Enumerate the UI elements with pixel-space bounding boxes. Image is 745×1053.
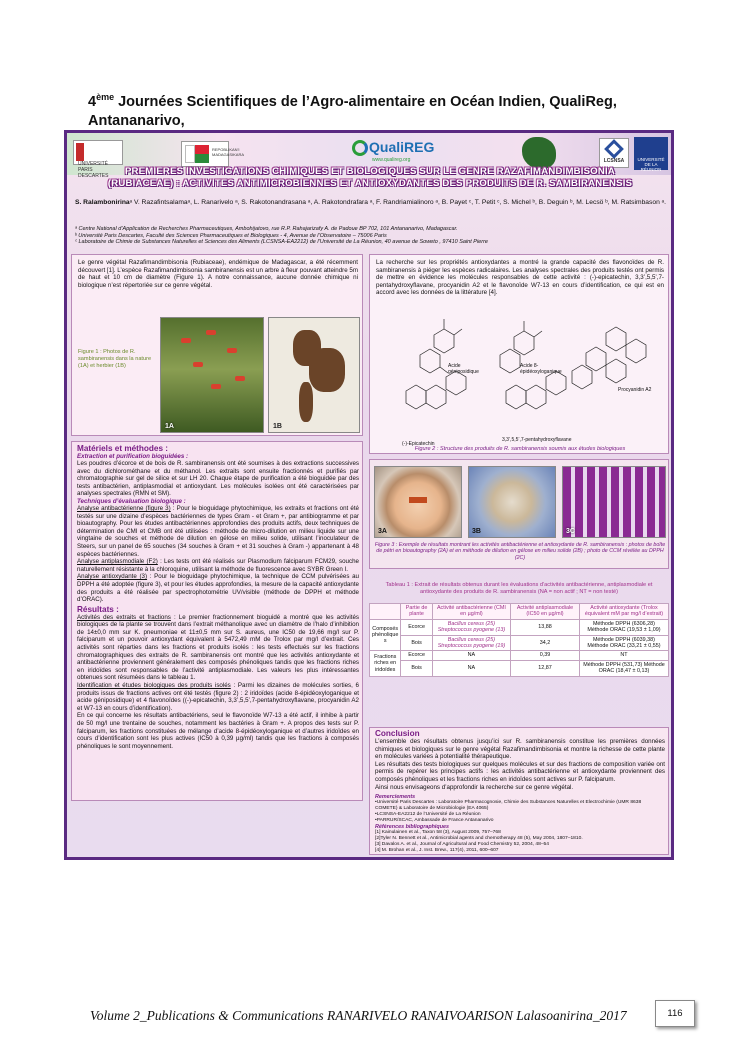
list-item: [4] M. Brohan et al., J. Inst. Brew., 117(4), 2011, 600–607 bbox=[375, 847, 499, 853]
results-identification-text: Identification et études biologiques des produits isolés : Parmi les dizaines de molécules sorties, 6 produits issus de fractions actives ont été testés (figure 2) : 2 iridoïdes (acide 8-épidéoxyloganique et acide géniposidique) et 4 flavonoïdes ((-)-epicatechin, 3,3’,5,5’,7-pentahydroxyflavane, procyanidin A2 et W7-13 en cours d’identification). bbox=[77, 682, 359, 712]
univ-reunion-logo: UNIVERSITÉ DE LA RÉUNION bbox=[634, 137, 668, 170]
molecule-label: Acide géniposidique bbox=[448, 363, 479, 375]
list-item: •PARRUR/SCAC, Ambassade de France Antananarivo bbox=[375, 817, 494, 823]
poster bbox=[64, 130, 674, 860]
tlc-plate-photo-3c: 3C bbox=[562, 466, 666, 538]
intro-panel bbox=[71, 254, 363, 436]
methods-results-panel bbox=[71, 441, 363, 801]
list-item: [2]Tyler N. Bennett et al., Antimicrobial agents and chemotherapy 48 (5), May 2004, 1807–1810. bbox=[375, 835, 583, 841]
thanks-list bbox=[375, 800, 665, 824]
univ-paris-logo: UNIVERSITÉ PARIS DESCARTES bbox=[73, 140, 123, 165]
page-number: 116 bbox=[655, 1000, 695, 1027]
affiliations: ᵃ Centre National d’Application de Recherches Pharmaceutiques, Ambohijatovo, rue R.P. Rahajarizafy A. de Padoue BP 702, 101 Antananarivo, Madagascar. ᵇ Université Paris Descartes, Faculté des Sciences Pharmaceutiques et Biologiques - 4, Avenue de l’Observatoire – 75006 Paris ᶜ Laboratoire de Chimie de Substances Naturelles et Sciences des Aliments (LCSNSA-EA2212) de l’Université de La Réunion, 40 avenue de Soweto , 97410 Saint Pierre bbox=[75, 226, 488, 245]
madagascar-logo: REPOBLIKAN'I MADAGASIKARA bbox=[181, 141, 229, 167]
assay-photos-panel bbox=[369, 459, 669, 569]
methods-subtitle-extraction: Extraction et purification bioguidées : bbox=[77, 453, 189, 460]
header-ordinal: 4 bbox=[88, 93, 97, 110]
references-list bbox=[375, 830, 665, 854]
header-line1: Journées Scientifiques de l’Agro-alimentaire en Océan Indien, QualiReg, Antananarivo, bbox=[88, 93, 617, 129]
herbarium-photo: 1B bbox=[268, 317, 360, 433]
petri-dish-photo-3a: 3A bbox=[374, 466, 462, 538]
page-footer: Volume 2_Publications & Communications RANARIVELO RANAIVOARISON Lalasoanirina_2017 bbox=[90, 1008, 627, 1023]
conclusion-text-2: Les résultats des tests biologiques sur quelques molécules et sur des fractions de composition variée ont permis de repérer les principes actifs : les activités antibactérienne et antioxydante proviennent des composés phénoliques et les fractions riches en iridoïdes sont actives sur P. falciparum. bbox=[375, 760, 665, 783]
flag-icon bbox=[185, 145, 195, 163]
flavonoid-text: La recherche sur les propriétés antioxydantes a montré la grande capacité des flavonoïdes de R. sambiranensis à piéger les espèces radicalaires. Les analyses spectrales des produits testés ont permis de mettre en évidence les molécules responsables de cette activité : (-)-epicatechin, 3,3’,5,5’,7-pentahydroxyflavane, procyanidin A2 et le flavonoïde W7-13 en cours d’identification, ce qui est en accord avec les données de la littérature [4]. bbox=[376, 259, 664, 297]
results-title: Résultats : bbox=[77, 604, 119, 614]
qualireg-swirl-icon bbox=[352, 140, 368, 156]
conclusion-text-1: L’ensemble des résultats obtenus jusqu’ici sur R. sambiranensis constitue les premières données chimiques et biologiques sur le genre végétal Razafimandimbisonia et montre la richesse de cette plante en molécules variées à potentialité thérapeutique. bbox=[375, 738, 665, 761]
methods-antiplasmodial-text: Analyse antiplasmodiale (F2) : Les tests ont été réalisés sur Plasmodium falciparum FCM29, souche naturellement résistante à la chloroquine, utilisant la méthode de fluorescence avec SYBR Green I. bbox=[77, 558, 359, 573]
figure3-caption: Figure 3 : Exemple de résultats montrant les activités antibactérienne et antioxydante de R. sambiranensis : photos de boîte de pétri en bioautography (2A) et en méthode de dilution en gélose en milieu solide (2B) ; photo de CCM révélée au DPPH (2C) bbox=[374, 542, 666, 561]
figure2-caption: Figure 2 : Structure des produits de R. sambiranensis soumis aux études biologiques bbox=[414, 446, 626, 452]
conclusion-title: Conclusion bbox=[375, 729, 420, 738]
table-row: Bois NA 12,87 Méthode DPPH (531,73) Méthode ORAC (18,47 ± 0,13) bbox=[370, 660, 669, 676]
molecule-label: Procyanidin A2 bbox=[618, 387, 652, 393]
header-ordinal-sup: ème bbox=[96, 92, 115, 102]
results-table bbox=[369, 603, 669, 677]
petri-dish-photo-3b: 3B bbox=[468, 466, 556, 538]
flavonoid-panel bbox=[369, 254, 669, 454]
molecule-label: 3,3’,5,5’,7-pentahydroxyflavane bbox=[502, 437, 572, 443]
methods-title: Matériels et méthodes : bbox=[77, 444, 168, 453]
methods-antioxidant-text: Analyse antioxydante (3) : Pour le bioguidage phytochimique, la technique de CCM pulvérisées au DPPH a été adoptée (figure 3), et pour les études approfondies, la mesure de la capacité antioxydante des produits a été réalisée par spectrophotométrie UV/visible (méthode de DPPH et méthode d’ORAC). bbox=[77, 573, 359, 604]
references-title: Références bibliographiques bbox=[375, 823, 449, 830]
intro-text: Le genre végétal Razafimandimbisonia (Rubiaceae), endémique de Madagascar, a été récemment découvert [1]. L’espèce Razafimandimbisonia sambiranensis est un arbre à fleur pouvant atteindre 5m de haut et 10 cm de diamètre (Figure 1). A notre connaissance, aucune donnée chimique ni biologique n’est répertoriée sur ce genre végétal. bbox=[78, 259, 358, 289]
list-item: •LCSNSA-EA2212 de l’Université de La Réunion bbox=[375, 811, 481, 817]
lcsna-logo: LCSNSA bbox=[599, 138, 629, 168]
results-extracts-text: Activités des extraits et fractions : Le premier fractionnement bioguidé a montré que les activités biologiques de la plante se trouvent dans l’extrait méthanolique avec un diamètre de l’halo d’inhibition de 14±0,0 mm sur K. pneumoniae et 11±0,5 mm sur S. aureus, une IC50 de 19,66 mg/l sur P. falciparum et un pouvoir antioxydant équivalent à 5472,49 mM de Trolox par mg/l d’extrait. Ces activités sont réparties dans les fractions et produits isolés : les tests effectués sur les fractions chromatographiques des extraits de R. sambiranensis ont montré que les activités antioxydante et antibactérienne proviennent généralement des composés phénoliques tandis que les fractions riches en iridoïdes sont responsables de l’activité antiplasmodiale. Les valeurs les plus intéressantes obtenues sont résumées dans le tableau 1. bbox=[77, 613, 359, 682]
qualireg-logo: QualiREG www.qualireg.org bbox=[352, 138, 418, 168]
molecule-label: Acide 8-épidéoxyloganique bbox=[520, 363, 562, 375]
thanks-title: Remerciements bbox=[375, 794, 416, 801]
list-item: [1] Kainulainen et al., Taxon 58 (3), August 2009, 757–768 bbox=[375, 829, 501, 835]
methods-subtitle-evaluation: Techniques d’évaluation biologique : bbox=[77, 497, 186, 505]
molecule-label: (-)-Epicatechin bbox=[402, 441, 435, 447]
methods-extraction-text: Les poudres d’écorce et de bois de R. sambiranensis ont été soumises à des extractions successives avec du dichlorométhane et du méthanol. Les extraits sont ensuite fractionnés et purifiés par chromatographie sur gel de silice et sur LH 20. Chaque étape de purification a été bioguidée par des tests antibactérien, antiplasmodial et antioxydant. Les molécules isolées ont été caractérisées par analyses spectrales (RMN et SM). bbox=[77, 460, 359, 498]
table-row: Bois Bacillus cereus (25) Streptococcus pyogene (19) 34,2 Méthode DPPH (6039,38) Méthode ORAC (33,21 ± 0,55) bbox=[370, 635, 669, 651]
authors: S. Ralambonirinaᵃ V. Razafintsalamaᵃ, L. Ranarivelo ᵃ, S. Rakotonandrasana ᵃ, A. Rakotondrafara ᵃ, F. Randriamialinoro ᵃ, B. Payet ᶜ, T. Petit ᶜ, S. Michel ᵇ, B. Deguin ᵇ, M. Lecsö ᵇ, M. Ratsimbason ᵃ. bbox=[75, 199, 666, 206]
figure1-caption: Figure 1 : Photos de R. sambiranensis dans la nature (1A) et herbier (1B) bbox=[78, 349, 152, 369]
plant-photo: 1A bbox=[160, 317, 264, 433]
results-antibacterial-text: En ce qui concerne les résultats antibactériens, seul le flavonoïde W7-13 a été actif, il inhibe à partir de 50 mg/l une trentaine de souches, notamment les bactéries à Gram +. A propos des tests sur P. falciparum, les fractions constituées de mélange d’acide 8-épidéoxyloganique et d’autres iridoïdes en cours d’identification sont les plus actives (IC50 à 0,39 µg/ml) tandis que les fractions à composés phénoliques le sont moyennement. bbox=[77, 712, 359, 750]
list-item: [3] Davalos A. et al., Journal of Agricultural and Food Chemistry 52, 2004, 48–54 bbox=[375, 841, 549, 847]
table-row: Fractions riches en iridoïdes Ecorce NA 0,39 NT bbox=[370, 651, 669, 660]
lcsna-diamond-icon bbox=[604, 139, 624, 159]
table1-caption: Tableau 1 : Extrait de résultats obtenus durant les évaluations d’activités antibactérienne, antiplasmodiale et antioxydante des produits de R. sambiranensis (NA = non actif ; NT = non testé) bbox=[385, 582, 653, 595]
table-header-row: Partie de plante Activité antibactérienne (CMI en µg/ml) Activité antiplasmodiale (IC50 en µg/ml) Activité antioxydante (Trolox équivalent mM par mg/l d’extrait) bbox=[370, 604, 669, 620]
poster-title: PREMIERES INVESTIGATIONS CHIMIQUES ET BIOLOGIQUES SUR LE GENRE RAZAFIMANDIMBISONIA (RUBIACEAE) : ACTIVITES ANTIMICROBIENNES ET ANTIOXYDANTES DES PRODUITS DE R. SAMBIRANENSIS bbox=[107, 166, 633, 189]
methods-antibacterial-text: Analyse antibactérienne (figure 3) : Pour le bioguidage phytochimique, les extraits et fractions ont été testés sur une dizaine d’espèces bactériennes de types Gram - et Gram +, par antibiogramme et par bioautography. Pour les études antibactériennes approfondies des produits actifs, deux techniques de détermination de CMI et CMB ont été utilisées : méthode de micro-dilution en milieu liquide sur une vingtaine de souches et méthode de dilution en gélose en milieu solide, utilisant l’inoculateur de Steers, sur un panel de 65 souches (34 souches à Gram + et 31 souches à Gram -) appartenant à 48 espèces bactériennes. bbox=[77, 504, 359, 558]
univ-paris-emblem-icon bbox=[76, 143, 84, 161]
list-item: •Université Paris Descartes : Laboratoire Pharmacognosie, Chimie des Substances Naturelles et Electrochimie (UMR 8638 COMETE) & Laboratoire de Microbiologie (EA 4065) bbox=[375, 800, 642, 812]
conclusion-text-3: Ainsi nous envisageons d’approfondir la recherche sur ce genre végétal. bbox=[375, 783, 574, 791]
conclusion-panel bbox=[369, 727, 669, 855]
table-row: Composés phénolique s Ecorce Bacillus cereus (25) Streptococcus pyogene (13) 13,88 Méthode DPPH (6306,28) Méthode ORAC (19,53 ± 1,09) bbox=[370, 619, 669, 635]
madagascar-map-icon bbox=[522, 137, 556, 169]
